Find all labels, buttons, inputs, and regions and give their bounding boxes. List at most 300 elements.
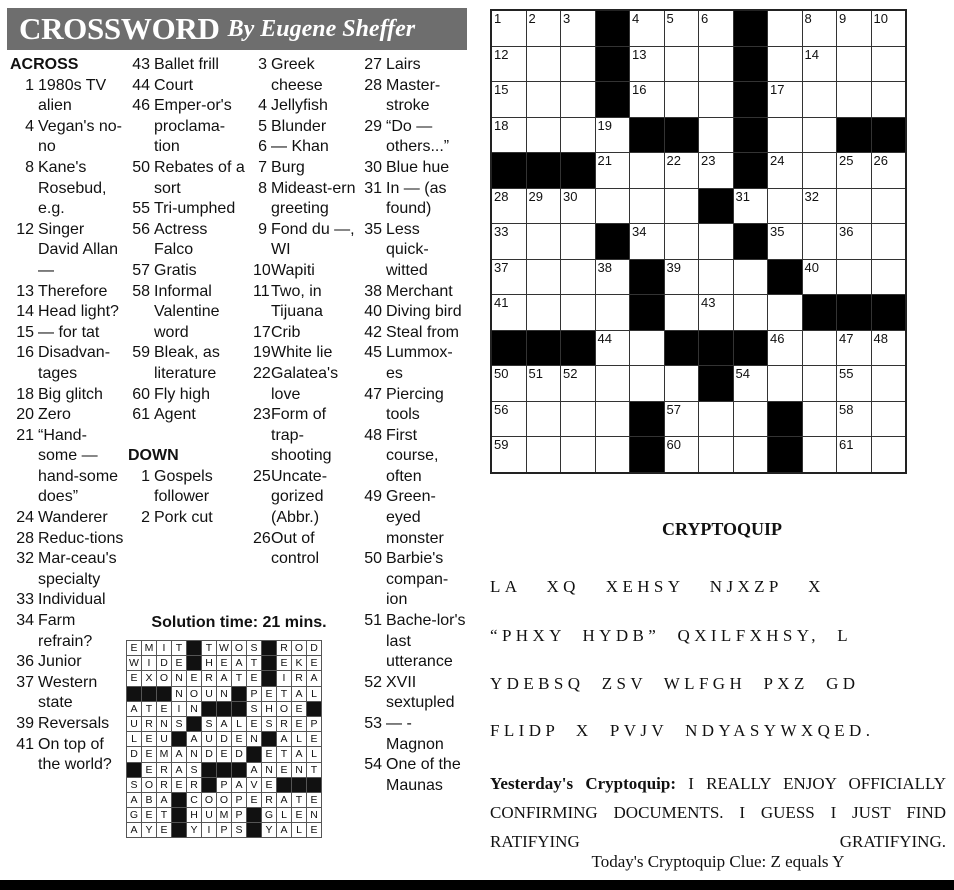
- grid-black-cell: [561, 153, 596, 189]
- grid-cell[interactable]: [837, 188, 872, 224]
- grid-cell[interactable]: [561, 46, 596, 82]
- grid-number: 12: [494, 46, 509, 62]
- clue-number: 60: [132, 385, 150, 403]
- grid-cell[interactable]: [595, 117, 630, 153]
- solution-cell: T: [292, 792, 307, 807]
- solution-cell: T: [202, 641, 217, 656]
- grid-number: 52: [563, 366, 578, 381]
- solution-cell: X: [142, 671, 157, 686]
- clue: [128, 96, 248, 158]
- solution-cell: A: [292, 747, 307, 762]
- grid-number: 25: [839, 153, 854, 168]
- grid-cell[interactable]: [733, 259, 768, 295]
- solution-black-cell: [247, 747, 262, 762]
- grid-cell[interactable]: [491, 366, 526, 402]
- grid-cell[interactable]: [526, 82, 561, 118]
- grid-cell[interactable]: [491, 401, 526, 437]
- grid-cell[interactable]: [802, 366, 837, 402]
- grid-cell[interactable]: [595, 259, 630, 295]
- solution-black-cell: [217, 762, 232, 777]
- clue: [10, 385, 124, 406]
- grid-cell[interactable]: [837, 224, 872, 260]
- clue-text: Blunder: [271, 117, 327, 135]
- clue-number: 20: [16, 406, 34, 424]
- grid-cell[interactable]: [768, 82, 803, 118]
- grid-cell[interactable]: [491, 10, 526, 46]
- grid-cell[interactable]: [768, 46, 803, 82]
- grid-cell[interactable]: [630, 46, 665, 82]
- clue-text: Court: [154, 76, 194, 94]
- clue-number: 51: [364, 612, 382, 630]
- grid-cell[interactable]: [871, 330, 906, 366]
- solution-cell: D: [232, 747, 247, 762]
- clue-number: 42: [364, 323, 382, 341]
- solution-cell: T: [307, 762, 322, 777]
- clue-number: 28: [16, 529, 34, 547]
- clue-text: 1980s TV alien: [38, 76, 107, 115]
- clue-number: 17: [253, 323, 271, 341]
- clue-number: 61: [132, 406, 150, 424]
- clue: [10, 158, 124, 220]
- grid-cell[interactable]: [768, 10, 803, 46]
- solution-cell: N: [187, 701, 202, 716]
- grid-cell[interactable]: [699, 117, 734, 153]
- solution-cell: A: [127, 701, 142, 716]
- grid-cell[interactable]: [733, 188, 768, 224]
- grid-cell[interactable]: [491, 188, 526, 224]
- grid-cell[interactable]: [595, 366, 630, 402]
- grid-number: 33: [494, 224, 509, 239]
- grid-cell[interactable]: [871, 153, 906, 189]
- cryptoquip-line: YDEBSQ ZSV WLFGH PXZ GD: [490, 674, 860, 693]
- solution-cell: I: [142, 656, 157, 671]
- grid-cell[interactable]: [630, 82, 665, 118]
- clue: [10, 220, 124, 282]
- solution-cell: T: [277, 686, 292, 701]
- grid-cell[interactable]: [630, 330, 665, 366]
- grid-cell[interactable]: [526, 366, 561, 402]
- grid-cell[interactable]: [768, 117, 803, 153]
- solution-cell: T: [142, 701, 157, 716]
- solution-cell: M: [142, 641, 157, 656]
- grid-number: 48: [873, 330, 888, 346]
- cryptoquip-line: FLIDP X PVJV NDYASYWXQED.: [490, 721, 875, 740]
- grid-cell[interactable]: [871, 46, 906, 82]
- grid-cell[interactable]: [526, 188, 561, 224]
- clue-text: — -Magnon: [386, 715, 444, 753]
- clue: [360, 343, 466, 384]
- clue-number: 10: [253, 261, 271, 279]
- grid-cell[interactable]: [802, 46, 837, 82]
- grid-cell[interactable]: [768, 188, 803, 224]
- clue: [360, 385, 466, 426]
- clue: [360, 426, 466, 488]
- grid-cell[interactable]: [871, 188, 906, 224]
- grid-cell[interactable]: [802, 437, 837, 473]
- grid-cell[interactable]: [699, 295, 734, 331]
- grid-cell[interactable]: [664, 295, 699, 331]
- solution-cell: L: [292, 823, 307, 838]
- grid-cell[interactable]: [664, 366, 699, 402]
- solution-cell: E: [157, 701, 172, 716]
- clue: [360, 714, 466, 755]
- grid-cell[interactable]: [595, 153, 630, 189]
- clue-number: 37: [16, 673, 34, 691]
- grid-cell[interactable]: [491, 437, 526, 473]
- grid-cell[interactable]: [561, 82, 596, 118]
- grid-cell[interactable]: [664, 46, 699, 82]
- clue-text: Piercing tools: [386, 385, 444, 424]
- solution-cell: T: [247, 656, 262, 671]
- clue-text: Jellyfish: [271, 97, 328, 115]
- clue-text: Bache-lor's last utterance: [386, 612, 466, 671]
- clue: [10, 343, 124, 384]
- grid-cell[interactable]: [699, 224, 734, 260]
- grid-cell[interactable]: [526, 259, 561, 295]
- grid-cell[interactable]: [837, 153, 872, 189]
- grid-cell[interactable]: [561, 366, 596, 402]
- grid-number: 21: [597, 153, 612, 168]
- clue: [253, 220, 357, 261]
- clue: [128, 405, 248, 426]
- grid-cell[interactable]: [595, 295, 630, 331]
- solution-cell: O: [142, 777, 157, 792]
- clue: [10, 529, 124, 550]
- grid-number: 58: [839, 401, 854, 417]
- grid-black-cell: [595, 224, 630, 260]
- solution-black-cell: [262, 656, 277, 671]
- grid-cell[interactable]: [526, 46, 561, 82]
- grid-cell[interactable]: [802, 10, 837, 46]
- grid-cell[interactable]: [561, 259, 596, 295]
- grid-black-cell: [595, 46, 630, 82]
- grid-cell[interactable]: [561, 437, 596, 473]
- grid-black-cell: [733, 224, 768, 260]
- grid-cell[interactable]: [699, 401, 734, 437]
- grid-black-cell: [768, 437, 803, 473]
- clue-text: Fly high: [154, 385, 211, 403]
- grid-cell[interactable]: [664, 82, 699, 118]
- clue-number: 15: [16, 323, 34, 341]
- clue-number: 46: [132, 97, 150, 115]
- grid-black-cell: [733, 82, 768, 118]
- grid-number: 17: [770, 82, 785, 97]
- grid-cell[interactable]: [526, 10, 561, 46]
- grid-cell[interactable]: [733, 437, 768, 473]
- clue: [253, 405, 357, 467]
- grid-cell[interactable]: [733, 366, 768, 402]
- clue-number: 40: [364, 303, 382, 321]
- solution-black-cell: [232, 686, 247, 701]
- grid-cell[interactable]: [871, 437, 906, 473]
- clue: [10, 76, 124, 117]
- grid-number: 30: [563, 188, 578, 204]
- solution-cell: L: [277, 808, 292, 823]
- grid-black-cell: [837, 117, 872, 153]
- grid-cell[interactable]: [768, 153, 803, 189]
- grid-cell[interactable]: [664, 153, 699, 189]
- clue-text: Vegan's no-no: [38, 117, 123, 156]
- grid-cell[interactable]: [561, 401, 596, 437]
- solution-cell: O: [232, 641, 247, 656]
- grid-cell[interactable]: [699, 153, 734, 189]
- solution-cell: B: [142, 792, 157, 807]
- grid-cell[interactable]: [837, 46, 872, 82]
- grid-cell[interactable]: [491, 82, 526, 118]
- grid-number: 6: [701, 11, 709, 26]
- clue-text: Wapiti: [271, 261, 315, 279]
- solution-cell: R: [277, 716, 292, 731]
- grid-cell[interactable]: [526, 117, 561, 153]
- solution-cell: E: [307, 732, 322, 747]
- solution-cell: E: [142, 762, 157, 777]
- solution-cell: R: [187, 777, 202, 792]
- grid-black-cell: [871, 295, 906, 331]
- grid-cell[interactable]: [630, 224, 665, 260]
- grid-cell[interactable]: [837, 401, 872, 437]
- grid-cell[interactable]: [837, 330, 872, 366]
- clue: [10, 117, 124, 158]
- clue: [253, 529, 357, 570]
- clue: [360, 158, 466, 179]
- clue: [128, 220, 248, 261]
- solution-black-cell: [262, 732, 277, 747]
- solution-cell: H: [187, 808, 202, 823]
- clue: [10, 508, 124, 529]
- solution-cell: H: [262, 701, 277, 716]
- grid-cell[interactable]: [630, 10, 665, 46]
- grid-cell[interactable]: [768, 330, 803, 366]
- solution-black-cell: [247, 823, 262, 838]
- grid-cell[interactable]: [491, 224, 526, 260]
- clue-column-1: [10, 55, 124, 776]
- clue: [253, 55, 357, 96]
- solution-cell: P: [232, 808, 247, 823]
- clue-number: 24: [16, 509, 34, 527]
- solution-cell: N: [172, 671, 187, 686]
- solution-black-cell: [172, 823, 187, 838]
- grid-cell[interactable]: [561, 224, 596, 260]
- solution-cell: E: [262, 777, 277, 792]
- solution-cell: R: [157, 762, 172, 777]
- solution-cell: E: [142, 747, 157, 762]
- grid-number: 28: [494, 188, 509, 204]
- grid-cell[interactable]: [837, 82, 872, 118]
- solution-cell: A: [127, 792, 142, 807]
- solution-cell: S: [202, 716, 217, 731]
- solution-cell: T: [277, 747, 292, 762]
- clue-text: Individual: [38, 591, 106, 609]
- grid-cell[interactable]: [630, 366, 665, 402]
- yesterday-label: Yesterday's Cryptoquip:: [490, 774, 677, 793]
- grid-cell[interactable]: [526, 401, 561, 437]
- clue-number: 21: [16, 426, 34, 444]
- clue-number: 6: [258, 138, 267, 156]
- solution-black-cell: [157, 686, 172, 701]
- cryptoquip-clue: Today's Cryptoquip Clue: Z equals Y: [591, 852, 845, 871]
- cryptoquip-line: “PHXY HYDB” QXILFXHSY, L: [490, 626, 852, 645]
- grid-cell[interactable]: [664, 259, 699, 295]
- grid-cell[interactable]: [699, 10, 734, 46]
- clue: [10, 611, 124, 652]
- clue-number: 4: [258, 97, 267, 115]
- grid-number: 16: [632, 82, 647, 97]
- solution-cell: A: [277, 792, 292, 807]
- clue-number: 8: [258, 179, 267, 197]
- grid-cell[interactable]: [561, 295, 596, 331]
- grid-cell[interactable]: [837, 10, 872, 46]
- grid-cell[interactable]: [837, 259, 872, 295]
- grid-cell[interactable]: [526, 295, 561, 331]
- clue-number: 54: [364, 756, 382, 774]
- solution-cell: A: [172, 762, 187, 777]
- clue: [253, 96, 357, 117]
- clue: [253, 179, 357, 220]
- grid-black-cell: [837, 295, 872, 331]
- grid-cell[interactable]: [526, 437, 561, 473]
- grid-cell[interactable]: [699, 82, 734, 118]
- grid-cell[interactable]: [491, 46, 526, 82]
- grid-number: 22: [666, 153, 681, 168]
- grid-cell[interactable]: [871, 401, 906, 437]
- grid-cell[interactable]: [491, 117, 526, 153]
- grid-cell[interactable]: [871, 82, 906, 118]
- grid-cell[interactable]: [561, 10, 596, 46]
- grid-cell[interactable]: [699, 46, 734, 82]
- grid-cell[interactable]: [802, 153, 837, 189]
- grid-cell[interactable]: [871, 224, 906, 260]
- clue: [10, 652, 124, 673]
- grid-black-cell: [802, 295, 837, 331]
- grid-number: 13: [632, 46, 647, 62]
- grid-black-cell: [871, 117, 906, 153]
- clue-number: 33: [16, 591, 34, 609]
- grid-cell[interactable]: [871, 10, 906, 46]
- solution-cell: A: [232, 656, 247, 671]
- grid-black-cell: [630, 401, 665, 437]
- clue-heading: DOWN: [128, 447, 179, 465]
- clue-text: — for tat: [38, 323, 100, 341]
- clue-number: 1: [141, 467, 150, 485]
- solution-cell: E: [247, 792, 262, 807]
- grid-cell[interactable]: [699, 259, 734, 295]
- clue-text: Steal from: [386, 323, 459, 341]
- grid-cell[interactable]: [802, 401, 837, 437]
- grid-cell[interactable]: [561, 188, 596, 224]
- grid-cell[interactable]: [664, 401, 699, 437]
- grid-cell[interactable]: [871, 259, 906, 295]
- grid-black-cell: [491, 153, 526, 189]
- clue-text: On top of the world?: [38, 735, 112, 774]
- clue-number: 1: [25, 76, 34, 94]
- solution-cell: R: [292, 671, 307, 686]
- solution-cell: U: [157, 732, 172, 747]
- grid-number: 61: [839, 437, 854, 452]
- grid-cell[interactable]: [837, 366, 872, 402]
- solution-cell: A: [172, 747, 187, 762]
- grid-cell[interactable]: [595, 401, 630, 437]
- grid-cell[interactable]: [664, 188, 699, 224]
- grid-cell[interactable]: [526, 224, 561, 260]
- grid-cell[interactable]: [802, 330, 837, 366]
- clue-text: Ballet frill: [154, 56, 219, 73]
- clue-text: “Do — others...”: [386, 117, 450, 156]
- grid-cell[interactable]: [802, 188, 837, 224]
- clue-number: 50: [132, 158, 150, 176]
- grid-number: 54: [735, 366, 750, 381]
- clue: [10, 673, 124, 714]
- solution-cell: L: [292, 732, 307, 747]
- grid-cell[interactable]: [802, 82, 837, 118]
- grid-cell[interactable]: [768, 224, 803, 260]
- clue: [360, 323, 466, 344]
- grid-number: 18: [494, 117, 509, 133]
- grid-number: 5: [666, 11, 674, 26]
- grid-cell[interactable]: [802, 117, 837, 153]
- grid-cell[interactable]: [837, 437, 872, 473]
- solution-cell: L: [232, 716, 247, 731]
- solution-cell: O: [187, 686, 202, 701]
- solution-black-cell: [172, 792, 187, 807]
- grid-cell[interactable]: [595, 330, 630, 366]
- solution-cell: A: [277, 823, 292, 838]
- clue: [360, 611, 466, 673]
- grid-number: 15: [494, 82, 509, 97]
- clue: [360, 487, 466, 549]
- clue-text: Western state: [38, 673, 98, 712]
- grid-cell[interactable]: [595, 437, 630, 473]
- solution-cell: A: [277, 732, 292, 747]
- grid-cell[interactable]: [871, 366, 906, 402]
- grid-cell[interactable]: [664, 437, 699, 473]
- solution-cell: D: [307, 641, 322, 656]
- grid-cell[interactable]: [802, 224, 837, 260]
- grid-cell[interactable]: [802, 259, 837, 295]
- yesterday-cryptoquip: [490, 769, 946, 856]
- clue-text: In — (as found): [386, 179, 447, 218]
- clue-number: 48: [364, 426, 382, 444]
- solution-time: Solution time: 21 mins.: [151, 614, 327, 631]
- clue-column-3: [253, 55, 357, 570]
- solution-cell: E: [247, 716, 262, 731]
- grid-number: 29: [528, 188, 543, 204]
- grid-cell[interactable]: [491, 259, 526, 295]
- grid-cell[interactable]: [699, 437, 734, 473]
- solution-cell: E: [307, 656, 322, 671]
- grid-cell[interactable]: [768, 366, 803, 402]
- grid-number: 2: [528, 11, 536, 26]
- clue: [360, 179, 466, 220]
- grid-cell[interactable]: [630, 188, 665, 224]
- grid-number: 19: [597, 117, 612, 133]
- grid-cell[interactable]: [733, 401, 768, 437]
- grid-cell[interactable]: [768, 295, 803, 331]
- grid-cell[interactable]: [595, 188, 630, 224]
- grid-cell[interactable]: [630, 153, 665, 189]
- grid-cell[interactable]: [664, 224, 699, 260]
- solution-black-cell: [307, 701, 322, 716]
- grid-cell[interactable]: [733, 295, 768, 331]
- grid-cell[interactable]: [561, 117, 596, 153]
- solution-cell: E: [217, 656, 232, 671]
- clue-text: Head light?: [38, 303, 119, 321]
- grid-black-cell: [630, 295, 665, 331]
- grid-number: 41: [494, 295, 509, 310]
- solution-cell: R: [262, 792, 277, 807]
- grid-number: 39: [666, 259, 681, 275]
- grid-cell[interactable]: [664, 10, 699, 46]
- grid-cell[interactable]: [491, 295, 526, 331]
